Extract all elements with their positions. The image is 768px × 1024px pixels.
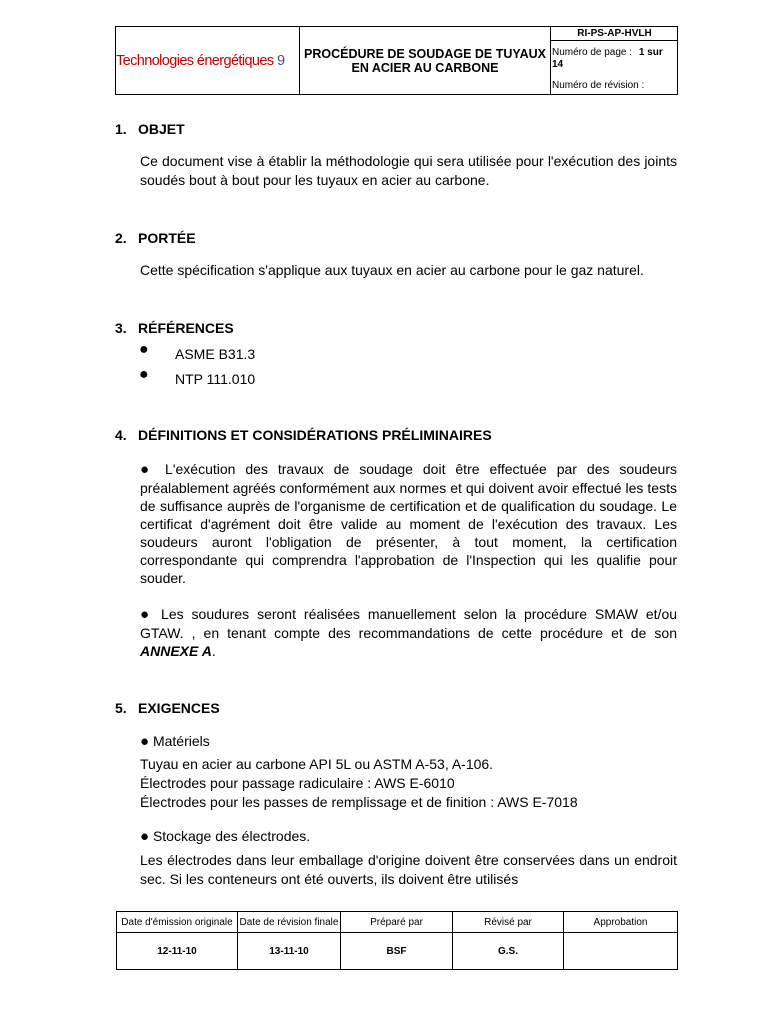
page-number xyxy=(552,47,676,71)
section-1-body: Ce document vise à établir la méthodologie qui sera utilisée pour l'exécution des joints soudés bout à bout pour les tuyaux en acier au carbone. xyxy=(140,153,677,188)
document-meta xyxy=(551,27,678,94)
document-title xyxy=(300,27,551,94)
title-line-1: PROCÉDURE DE SOUDAGE DE TUYAUX xyxy=(304,46,546,61)
page-value-b: 14 xyxy=(552,59,564,70)
section-5-heading: 5. EXIGENCES xyxy=(115,700,220,716)
final-revision-date: 13-11-10 xyxy=(238,933,341,970)
approval-table xyxy=(116,911,678,970)
materials-label: ● Matériels xyxy=(140,733,210,750)
revision-number-label: Numéro de révision : xyxy=(552,80,645,91)
section-4-paragraph-2: ● Les soudures seront réalisées manuellement selon la procédure SMAW et/ou GTAW. , en tenant compte des recommandations de cette procédure et de son ANNEXE A. xyxy=(140,606,678,659)
column-header: Approbation xyxy=(564,912,678,933)
column-header: Date de révision finale xyxy=(238,912,341,933)
reference-item: ASME B31.3 xyxy=(175,346,256,362)
section-4-heading: 4. DÉFINITIONS ET CONSIDÉRATIONS PRÉLIMINAIRES xyxy=(115,427,492,443)
reference-item: NTP 111.010 xyxy=(175,371,256,387)
document-header xyxy=(115,26,678,95)
bullet-icon: ● xyxy=(140,461,156,478)
approval xyxy=(564,933,678,970)
section-1-heading: 1. OBJET xyxy=(115,121,185,137)
materials-list: Tuyau en acier au carbone API 5L ou ASTM A-53, A-106. Électrodes pour passage radiculaire : AWS E-6010 Électrodes pour les passes de remplissage et de finition : AWS E-7018 xyxy=(140,756,578,810)
bullet-icon: ● xyxy=(140,733,150,750)
original-issue-date: 12-11-10 xyxy=(117,933,238,970)
company-number: 9 xyxy=(276,52,285,69)
section-4-paragraph-1: ● L'exécution des travaux de soudage doit être effectuée par des soudeurs préalablement agréés conformément aux normes et qui doivent avoir effectué les tests de suffisance auprès de l'organisme de certification et de qualification du soudage. Le certificat d'agrément doit être valide au moment de l'exécution des travaux. Les soudeurs auront l'obligation de présenter, à tout moment, la certification correspondante qui comprendra l'approbation de l'Inspection qui les qualifie pour souder. xyxy=(140,461,678,586)
title-line-2: EN ACIER AU CARBONE xyxy=(351,60,499,75)
column-header: Révisé par xyxy=(453,912,564,933)
section-3-heading: 3. RÉFÉRENCES xyxy=(115,320,234,336)
section-2-body: Cette spécification s'applique aux tuyaux en acier au carbone pour le gaz naturel. xyxy=(140,262,644,278)
prepared-by: BSF xyxy=(341,933,453,970)
document-code: RI-PS-AP-HVLH xyxy=(551,27,678,41)
column-header: Date d'émission originale xyxy=(117,912,238,933)
annex-reference: ANNEXE A xyxy=(140,643,212,659)
bullet-icon: ● xyxy=(140,828,150,845)
company-cell xyxy=(116,27,300,94)
section-2-heading: 2. PORTÉE xyxy=(115,230,196,246)
page-label: Numéro de page : xyxy=(552,47,633,58)
reviewed-by: G.S. xyxy=(453,933,564,970)
approval-table-header-row xyxy=(117,912,678,933)
page-value-a: 1 sur xyxy=(638,47,663,58)
bullet-icon: ● xyxy=(139,366,149,383)
bullet-icon: ● xyxy=(139,341,149,358)
storage-text: Les électrodes dans leur emballage d'origine doivent être conservées dans un endroit sec. Si les conteneurs ont été ouverts, ils doivent être utilisés xyxy=(140,852,677,887)
approval-table-value-row xyxy=(117,933,678,970)
company-name: Technologies énergétiques xyxy=(116,52,274,69)
bullet-icon: ● xyxy=(140,606,154,623)
storage-label: ● Stockage des électrodes. xyxy=(140,828,311,845)
column-header: Préparé par xyxy=(341,912,453,933)
